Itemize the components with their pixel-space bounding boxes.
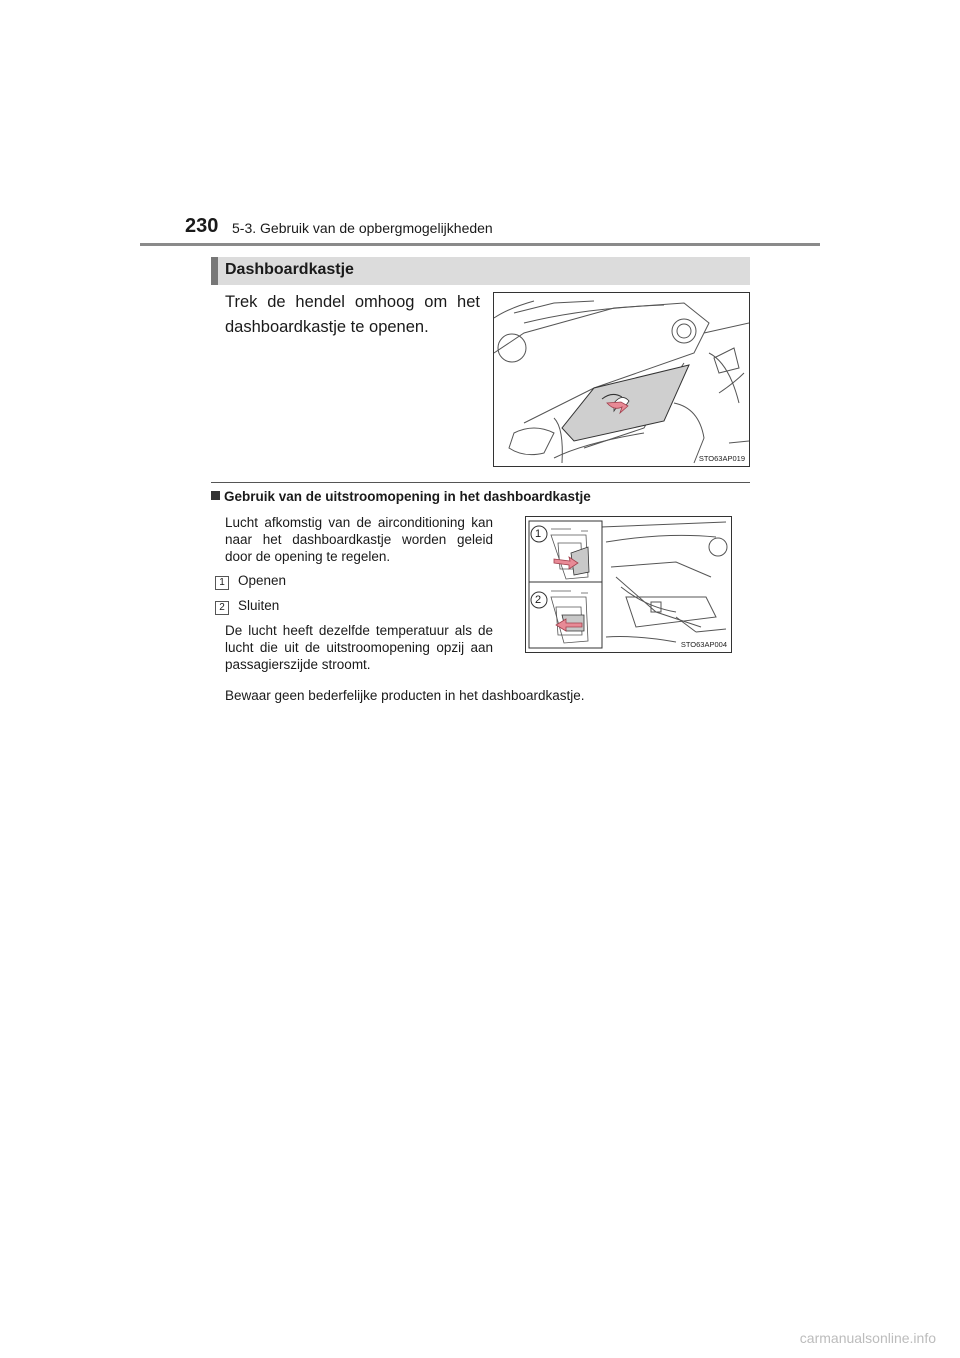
callout-number: 2: [535, 594, 542, 606]
note-paragraph: De lucht heeft dezelfde temperatuur als de lucht die uit de uitstroomopening opzij aan passagierszijde stroomt.: [225, 623, 493, 672]
air-vent-drawing: [526, 517, 731, 652]
intro-paragraph: Trek de hendel omhoog om het dashboardkastje te openen.: [225, 293, 480, 336]
step-number: 1: [215, 576, 229, 590]
section-heading-marker: [211, 257, 218, 285]
step-item: [215, 598, 279, 615]
section-heading-bar: [211, 257, 750, 285]
step-number: 2: [215, 601, 229, 615]
step-label: Sluiten: [238, 598, 280, 613]
glovebox-illustration: [493, 292, 750, 467]
figure-code: STO63AP019: [698, 454, 745, 463]
air-vent-illustration: [525, 516, 732, 653]
caution-paragraph: Bewaar geen bederfelijke producten in het dashboardkastje.: [225, 688, 585, 703]
watermark: carmanualsonline.info: [799, 1330, 936, 1346]
subsection-heading: [211, 489, 591, 504]
subsection-body: Lucht afkomstig van de airconditioning kan naar het dashboardkastje worden geleid door de opening te regelen.: [225, 515, 493, 564]
subsection-rule: [211, 482, 750, 483]
step-label: Openen: [238, 573, 287, 588]
section-heading: Dashboardkastje: [225, 261, 354, 278]
header-rule: [140, 243, 820, 246]
subsection-heading-text: Gebruik van de uitstroomopening in het dashboardkastje: [224, 489, 591, 504]
bullet-square-icon: [211, 491, 220, 500]
chapter-section-title: 5-3. Gebruik van de opbergmogelijkheden: [232, 220, 493, 236]
step-item: [215, 573, 286, 590]
callout-number: 1: [535, 528, 542, 540]
page-number: 230: [185, 215, 219, 237]
glovebox-drawing: [494, 293, 749, 466]
figure-code: STO63AP004: [680, 640, 727, 649]
